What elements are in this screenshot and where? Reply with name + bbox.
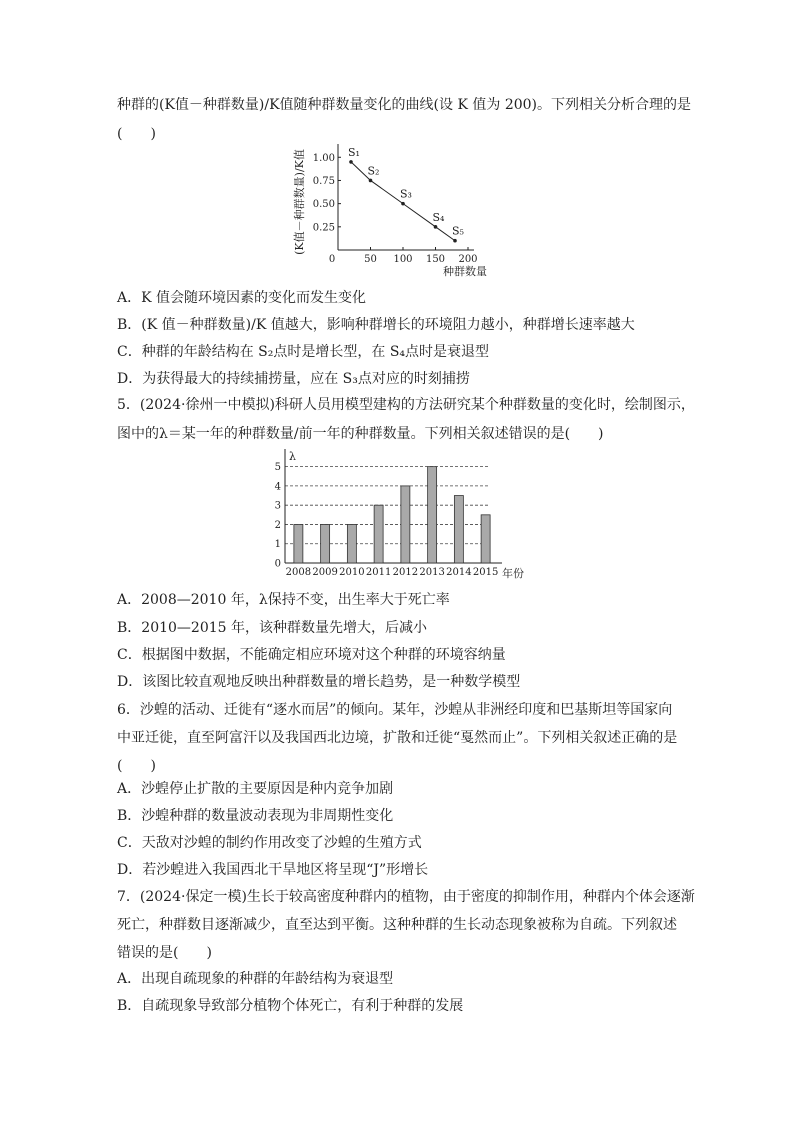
chart2-y-tick-label: 5: [274, 462, 281, 474]
chart2-x-tick-label: 2015: [472, 567, 499, 578]
chart2-y-tick-label: 0: [274, 558, 281, 570]
chart1-point-label: S₂: [367, 164, 380, 178]
q7-stem-line1: 7．(2024·保定一模)生长于较高密度种群内的植物，由于密度的抑制作用，种群内个体会逐渐: [117, 889, 695, 905]
q6-stem-line2: 中亚迁徙，直至阿富汗以及我国西北边境，扩散和迁徙“戛然而止”。下列相关叙述正确的是: [117, 730, 678, 746]
chart2-bar: [294, 524, 303, 563]
chart1-point: [369, 179, 373, 183]
q5-option-b: B．2010—2015 年，该种群数量先增大，后减小: [117, 620, 427, 636]
chart2-bar: [321, 524, 330, 563]
q4-option-c: C．种群的年龄结构在 S₂点时是增长型，在 S₄点时是衰退型: [117, 344, 490, 360]
chart2-x-tick-label: 2011: [365, 567, 392, 578]
chart1-axes: [313, 144, 478, 265]
chart2-x-tick-label: 2012: [392, 567, 419, 578]
chart1-point: [434, 225, 438, 229]
q5-option-c: C．根据图中数据，不能确定相应环境对这个种群的环境容纳量: [117, 647, 506, 663]
q4-option-b: B．(K 值－种群数量)/K 值越大，影响种群增长的环境阻力越小，种群增长速率越大: [117, 317, 635, 333]
chart2-axes: [275, 449, 502, 570]
q7-stem-line3: 错误的是( ): [117, 945, 212, 961]
q5-stem-line1: 5．(2024·徐州一中模拟)科研人员用模型建构的方法研究某个种群数量的变化时，绘制图示，: [117, 397, 695, 413]
q6-stem-line1: 6．沙蝗的活动、迁徙有“逐水而居”的倾向。某年，沙蝗从非洲经印度和巴基斯坦等国家向: [117, 702, 673, 718]
q4-option-a: A．K 值会随环境因素的变化而发生变化: [117, 290, 367, 306]
q4-stem-line1: 种群的(K值－种群数量)/K值随种群数量变化的曲线(设 K 值为 200)。下列相关分析合理的是: [117, 97, 692, 113]
q5-option-d: D．该图比较直观地反映出种群数量的增长趋势，是一种数学模型: [117, 674, 521, 690]
chart1-point: [401, 202, 405, 206]
chart1-x-tick-label: 50: [364, 254, 377, 265]
chart2-x-tick-label: 2010: [339, 567, 365, 578]
q6-option-c: C．天敌对沙蝗的制约作用改变了沙蝗的生殖方式: [117, 835, 422, 851]
chart2-bar: [481, 515, 490, 563]
q4-option-d: D．为获得最大的持续捕捞量，应在 S₃点对应的时刻捕捞: [117, 371, 470, 387]
q5-option-a: A．2008—2010 年，λ保持不变，出生率大于死亡率: [117, 592, 450, 608]
chart1-x-tick-label: 100: [393, 254, 413, 265]
q6-stem-line3: ( ): [117, 758, 156, 774]
q6-option-b: B．沙蝗种群的数量波动表现为非周期性变化: [117, 808, 394, 824]
chart1-x-tick-label: 150: [425, 254, 446, 265]
q5-stem-line2: 图中的λ＝某一年的种群数量/前一年的种群数量。下列相关叙述错误的是( ): [117, 426, 604, 442]
q7-option-a: A．出现自疏现象的种群的年龄结构为衰退型: [117, 971, 394, 987]
chart1-ylabel: (K值－种群数量)/K值: [293, 149, 306, 255]
chart2-x-tick-label: 2013: [419, 567, 445, 578]
chart2-y-tick-label: 4: [274, 481, 281, 493]
chart1-point-label: S₄: [432, 210, 445, 224]
chart2-y-tick-label: 2: [274, 519, 281, 531]
chart2-y-tick-label: 3: [274, 500, 281, 512]
chart2-y-tick-label: 1: [274, 539, 281, 551]
chart1-y-tick-label: 0.50: [312, 199, 335, 211]
chart2-bar: [347, 524, 356, 563]
q6-option-a: A．沙蝗停止扩散的主要原因是种内竞争加剧: [117, 781, 394, 797]
chart2-x-tick-label: 2008: [285, 567, 312, 578]
q4-stem-line2: ( ): [117, 126, 156, 142]
chart2-x-tick-label: 2009: [312, 567, 338, 578]
chart2-bar: [454, 496, 463, 563]
chart2-ylabel: λ: [289, 450, 296, 463]
chart2-xlabel: 年份: [502, 567, 524, 580]
chart1-y-tick-label: 0.25: [312, 222, 335, 234]
chart2-bar: [401, 486, 410, 563]
q4-line-chart: [290, 140, 510, 280]
q7-stem-line2: 死亡，种群数目逐渐减少，直至达到平衡。这种种群的生长动态现象被称为自疏。下列叙述: [117, 917, 677, 933]
q5-bar-chart: [265, 445, 530, 585]
chart1-point: [349, 160, 353, 164]
chart1-x-tick-label: 0: [328, 254, 336, 265]
chart1-xlabel: 种群数量: [443, 265, 487, 278]
chart2-x-tick-label: 2014: [446, 567, 472, 578]
q6-option-d: D．若沙蝗进入我国西北干旱地区将呈现“J”形增长: [117, 862, 429, 878]
chart1-point: [453, 239, 457, 243]
chart1-y-tick-label: 0.75: [312, 175, 335, 187]
q7-option-b: B．自疏现象导致部分植物个体死亡，有利于种群的发展: [117, 998, 464, 1014]
chart1-y-tick-label: 1.00: [312, 152, 335, 164]
chart1-point-label: S₃: [400, 187, 412, 201]
chart2-bar: [428, 467, 437, 563]
chart2-bar: [374, 505, 383, 563]
chart1-x-tick-label: 200: [458, 254, 478, 265]
chart1-point-label: S₁: [348, 145, 360, 159]
chart1-point-label: S₅: [452, 224, 464, 238]
